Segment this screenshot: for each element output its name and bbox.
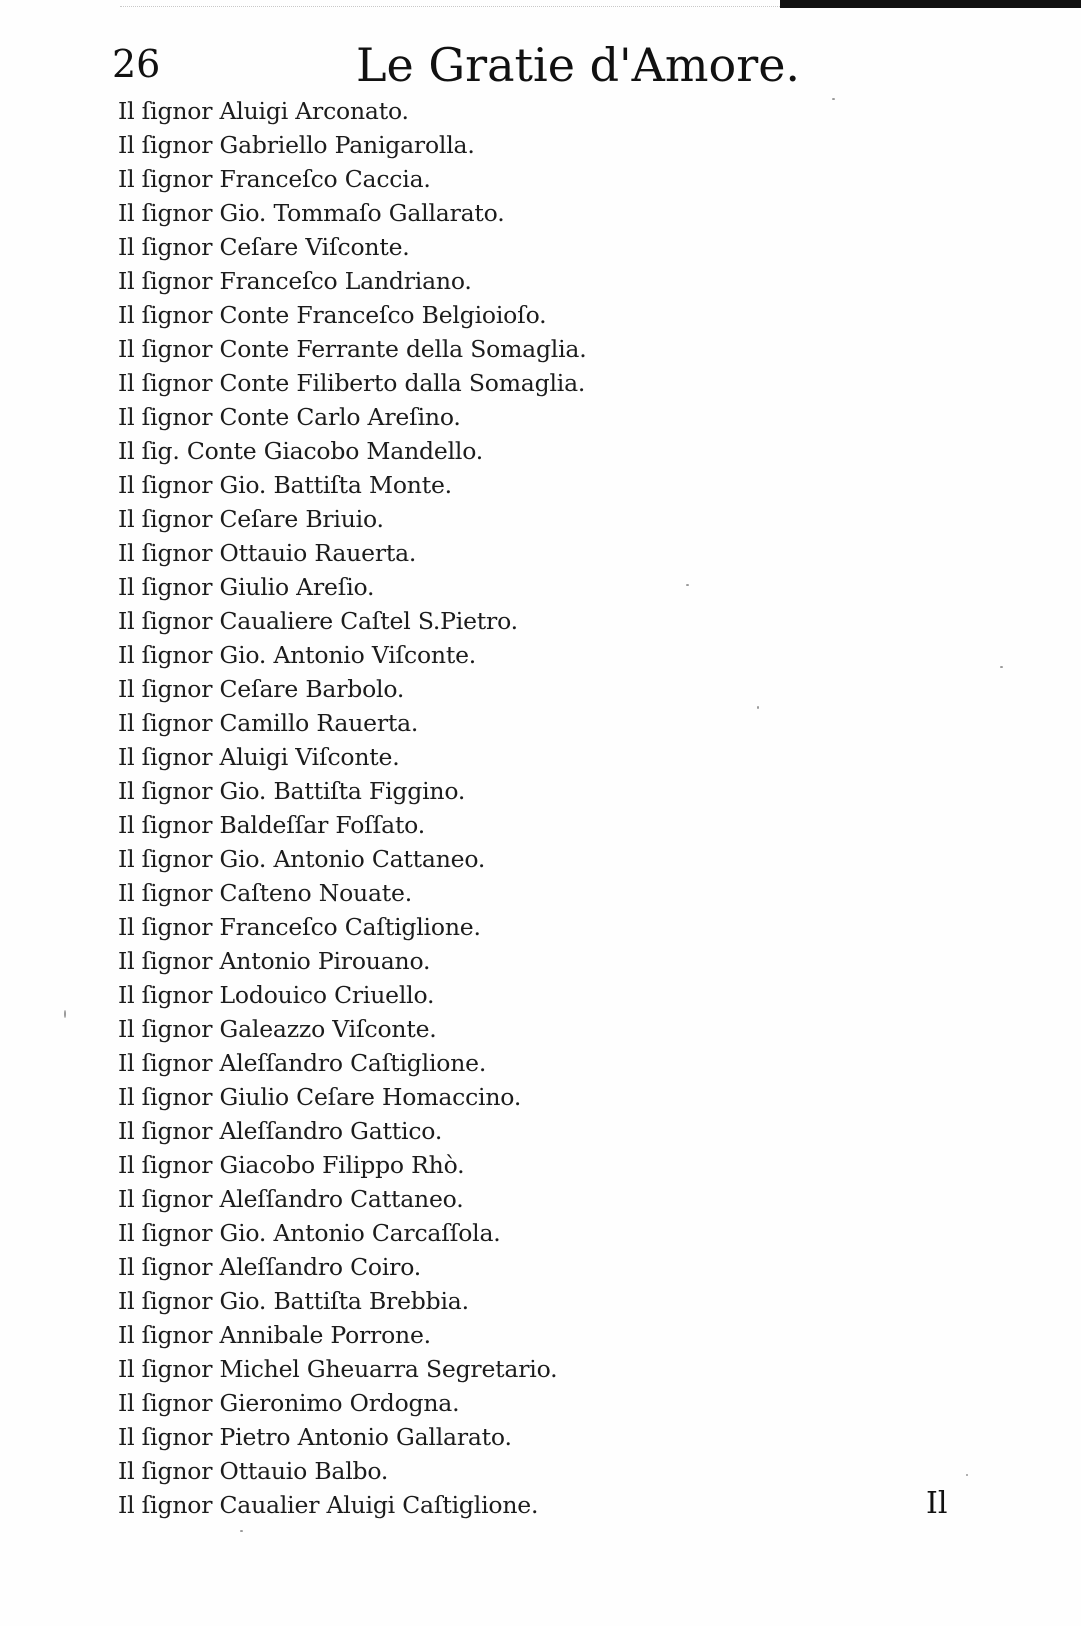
list-item: Il ſignor Aleſſandro Coiro. — [118, 1253, 422, 1281]
print-speck — [966, 1474, 968, 1476]
list-item: Il ſignor Franceſco Landriano. — [118, 267, 472, 295]
print-speck — [757, 706, 759, 709]
list-item: Il ſignor Gio. Battiſta Monte. — [118, 471, 452, 499]
list-item: Il ſignor Gio. Tommaſo Gallarato. — [118, 199, 505, 227]
list-item: Il ſignor Aleſſandro Gattico. — [118, 1117, 443, 1145]
list-item: Il ſignor Gio. Antonio Cattaneo. — [118, 845, 486, 873]
catchword: Il — [926, 1486, 948, 1521]
list-item: Il ſignor Gieronimo Ordogna. — [118, 1389, 460, 1417]
list-item: Il ſignor Gio. Antonio Carcaſſola. — [118, 1219, 501, 1247]
list-item: Il ſignor Lodouico Criuello. — [118, 981, 435, 1009]
list-item: Il ſignor Michel Gheuarra Segretario. — [118, 1355, 558, 1383]
list-item: Il ſignor Franceſco Caſtiglione. — [118, 913, 481, 941]
list-item: Il ſignor Antonio Pirouano. — [118, 947, 431, 975]
top-edge-rule — [780, 0, 1081, 8]
page-number: 26 — [112, 42, 161, 86]
list-item: Il ſignor Annibale Porrone. — [118, 1321, 431, 1349]
list-item: Il ſignor Caualier Aluigi Caſtiglione. — [118, 1491, 539, 1519]
list-item: Il ſignor Pietro Antonio Gallarato. — [118, 1423, 512, 1451]
list-item: Il ſig. Conte Giacobo Mandello. — [118, 437, 484, 465]
print-speck — [64, 1010, 66, 1018]
list-item: Il ſignor Camillo Rauerta. — [118, 709, 419, 737]
list-item: Il ſignor Caualiere Caſtel S.Pietro. — [118, 607, 518, 635]
names-list — [118, 94, 778, 1522]
list-item: Il ſignor Gabriello Panigarolla. — [118, 131, 475, 159]
list-item: Il ſignor Aluigi Arconato. — [118, 97, 409, 125]
page-header — [112, 38, 801, 98]
list-item: Il ſignor Gio. Antonio Viſconte. — [118, 641, 477, 669]
list-item: Il ſignor Franceſco Caccia. — [118, 165, 431, 193]
list-item: Il ſignor Aleſſandro Caſtiglione. — [118, 1049, 487, 1077]
list-item: Il ſignor Ottauio Rauerta. — [118, 539, 417, 567]
list-item: Il ſignor Ceſare Viſconte. — [118, 233, 410, 261]
list-item: Il ſignor Gio. Battiſta Figgino. — [118, 777, 466, 805]
list-item: Il ſignor Conte Ferrante della Somaglia. — [118, 335, 587, 363]
list-item: Il ſignor Galeazzo Viſconte. — [118, 1015, 437, 1043]
list-item: Il ſignor Conte Filiberto dalla Somaglia. — [118, 369, 586, 397]
list-item: Il ſignor Caſteno Nouate. — [118, 879, 412, 907]
list-item: Il ſignor Giulio Ceſare Homaccino. — [118, 1083, 522, 1111]
list-item: Il ſignor Baldeſſar Foſſato. — [118, 811, 425, 839]
list-item: Il ſignor Aluigi Viſconte. — [118, 743, 400, 771]
print-speck — [686, 584, 689, 586]
print-speck — [1000, 666, 1003, 668]
list-item: Il ſignor Ceſare Barbolo. — [118, 675, 405, 703]
list-item: Il ſignor Giacobo Filippo Rhò. — [118, 1151, 465, 1179]
list-item: Il ſignor Conte Carlo Areſino. — [118, 403, 461, 431]
list-item: Il ſignor Giulio Areſio. — [118, 573, 375, 601]
print-speck — [832, 98, 835, 100]
print-speck — [240, 1530, 243, 1532]
running-title: Le Gratie d'Amore. — [356, 38, 801, 92]
list-item: Il ſignor Aleſſandro Cattaneo. — [118, 1185, 464, 1213]
list-item: Il ſignor Ottauio Balbo. — [118, 1457, 389, 1485]
list-item: Il ſignor Conte Franceſco Belgioioſo. — [118, 301, 547, 329]
top-dotted-border — [120, 6, 780, 9]
list-item: Il ſignor Ceſare Briuio. — [118, 505, 384, 533]
list-item: Il ſignor Gio. Battiſta Brebbia. — [118, 1287, 469, 1315]
